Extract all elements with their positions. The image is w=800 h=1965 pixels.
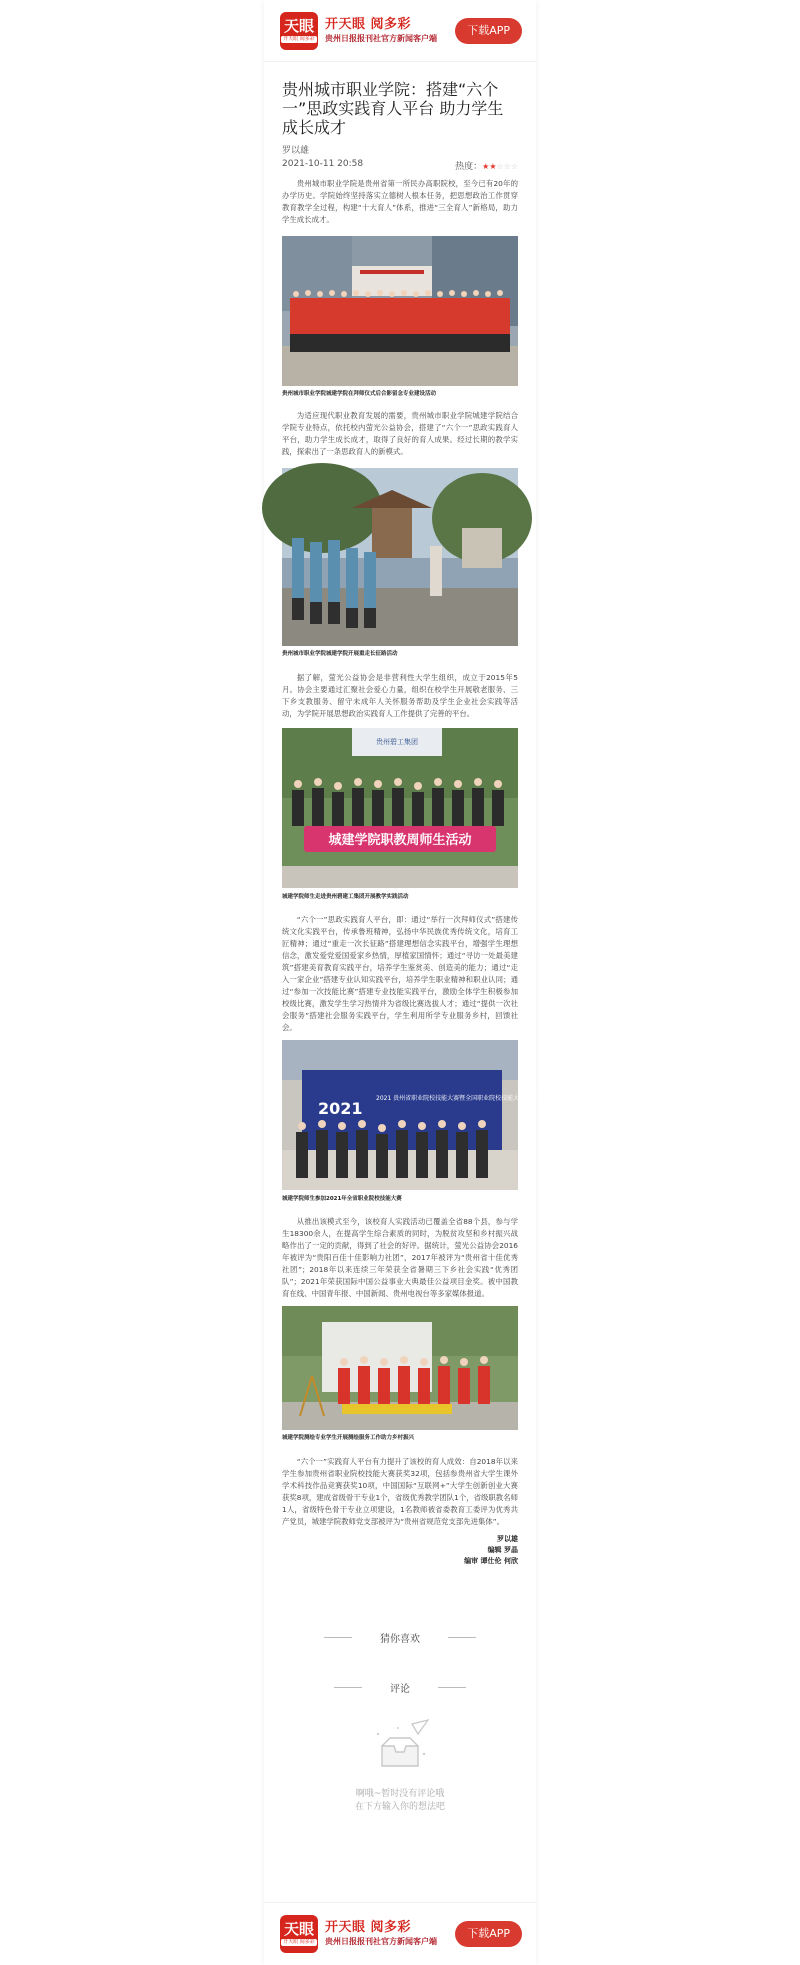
logo-main-text: 天眼: [283, 1920, 314, 1938]
empty-comments: [264, 1720, 536, 1814]
skills-contest-image: [282, 1040, 544, 1190]
comments-section-header: [264, 1680, 536, 1695]
article-paragraph: “六个一”思政实践育人平台，即：通过“举行一次拜师仪式”搭建传统文化实践平台，传承鲁班精神，弘扬中华民族优秀传统文化，培育工匠精神；通过“重走一次长征路”搭建理想信念实践平台，增强学生理想信念，激发爱党爱国爱家乡热情，厚植家国情怀；通过“寻访一处最美建筑”搭建美育教育实践平台，培养学生鉴赏美、创造美的能力；通过“走入一家企业”搭建专业认知实践平台，培养学生职业精神和职业认同；通过“参加一次技能比赛”搭建专业技能实践平台，激励全体学生积极参加校级比赛，激发学生学习热情并为省级比赛选拔人才；通过“提供一次社会服务”搭建社会服务实践平台，学生利用所学专业服务乡村，回馈社会。: [282, 915, 518, 1032]
article-signature: [282, 1534, 518, 1567]
photo-caption: 城建学院测绘专业学生开展测绘服务工作助力乡村振兴: [282, 1435, 415, 1441]
star-icon: ☆: [503, 162, 511, 171]
slogan-sub: 贵州日报报刊社官方新闻客户端: [325, 33, 437, 43]
memorial-visit-image: [282, 468, 518, 646]
heat-rating: [455, 159, 518, 172]
comments-title: 评论: [390, 1684, 410, 1695]
logo-sub-text: 开天眼 阅多彩: [283, 1939, 315, 1945]
article-photo: [282, 236, 518, 386]
heat-label: 热度：: [455, 162, 483, 172]
empty-line-2: 在下方输入你的想法吧: [354, 1802, 445, 1812]
logo-sub-text: 开天眼 阅多彩: [283, 36, 315, 42]
group-photo-image: [282, 236, 518, 386]
photo-banner-text: 城建学院职教周师生活动: [328, 833, 472, 848]
article-photo: [282, 1040, 544, 1190]
app-download-banner-top[interactable]: [264, 0, 536, 62]
empty-line-1: 啊哦~暂时没有评论哦: [355, 1789, 445, 1799]
photo-sign-text: 贵州碧工集团: [376, 738, 418, 746]
download-app-button[interactable]: 下载APP: [455, 1921, 522, 1947]
divider-left: [324, 1637, 352, 1638]
slogan-main: 开天眼 阅多彩: [325, 1919, 412, 1935]
star-icon: ★: [482, 162, 490, 171]
app-download-banner-bottom[interactable]: [264, 1902, 536, 1964]
download-app-button[interactable]: 下载APP: [455, 18, 522, 44]
signature-reviewer: 编审 谭仕伦 何欣: [464, 1557, 518, 1565]
signature-editor: 编辑 罗晶: [487, 1546, 518, 1554]
article-datetime: 2021-10-11 20:58: [282, 159, 364, 169]
survey-service-image: [282, 1306, 518, 1430]
article-title: 贵州城市职业学院：搭建“六个一”思政实践育人平台 助力学生成长成才: [282, 80, 504, 137]
star-icon: ☆: [510, 162, 518, 171]
article-photo: [282, 1306, 518, 1430]
logo-main-text: 天眼: [283, 17, 314, 35]
divider-right: [438, 1687, 466, 1688]
divider-right: [448, 1637, 476, 1638]
recommend-title: 猜你喜欢: [380, 1634, 420, 1645]
star-icon: ☆: [496, 162, 504, 171]
article-photo: [282, 728, 518, 888]
photo-caption: 贵州城市职业学院城建学院开展重走长征路活动: [282, 651, 398, 657]
company-visit-image: [282, 728, 518, 888]
slogan-sub: 贵州日报报刊社官方新闻客户端: [325, 1936, 437, 1946]
slogan-main: 开天眼 阅多彩: [325, 16, 412, 32]
star-icon: ★: [489, 162, 497, 171]
article-paragraph: “六个一”实践育人平台有力提升了该校的育人成效：自2018年以来学生参加贵州省职业院校技能大赛获奖32项，包括参贵州省大学生课外学术科技作品竞赛获奖10项，中国国际“互联网+”大学生创新创业大赛获奖8项，建成省级骨干专业1个，省级优秀教学团队1个，省级职教名师1人，省级特色骨干专业立项建设，1名教师被省委教育工委评为优秀共产党员，城建学院教师党支部被评为“贵州省规范党支部先进集体”。: [282, 1457, 518, 1526]
divider-left: [334, 1687, 362, 1688]
photo-contest-text: 2021 贵州省职业院校技能大赛暨全国职业院校技能大赛选拔赛: [376, 1095, 544, 1102]
article-paragraph: 贵州城市职业学院是贵州省第一所民办高职院校，至今已有20年的办学历史。学院始终坚持落实立德树人根本任务，把思想政治工作贯穿教育教学全过程，构建“十大育人”体系，推进“三全育人”新格局，助力学生成长成才。: [282, 179, 518, 224]
empty-inbox-icon: [368, 1720, 432, 1776]
banner-slogan: [325, 17, 437, 45]
article-paragraph: 据了解，萤光公益协会是非营利性大学生组织，成立于2015年5月。协会主要通过汇聚社会爱心力量，组织在校学生开展敬老服务、三下乡支教服务、留守未成年人关怀服务帮助及学生企业社会实践等活动，为学院开展思想政治实践育人工作提供了完善的平台。: [282, 673, 518, 718]
star-rating: [482, 162, 518, 172]
photo-caption: 城建学院师生参加2021年全省职业院校技能大赛: [282, 1196, 402, 1202]
photo-caption: 城建学院师生走进贵州碧建工集团开展教学实践活动: [282, 894, 409, 900]
article-photo: [282, 468, 518, 646]
article-paragraph: 为适应现代职业教育发展的需要，贵州城市职业学院城建学院结合学院专业特点，依托校内萤光公益协会，搭建了“六个一”思政实践育人平台，助力学生成长成才，取得了良好的育人成果。经过长期的教学实践，探索出了一条思政育人的新模式。: [282, 411, 518, 456]
article: [282, 80, 518, 172]
article-meta: [282, 159, 518, 172]
tianyan-logo-icon: [280, 12, 318, 50]
tianyan-logo-icon: [280, 1915, 318, 1953]
signature-author: 罗以雄: [497, 1535, 518, 1543]
banner-slogan: [325, 1920, 437, 1948]
recommend-section-header: [264, 1630, 536, 1645]
empty-comments-text: [264, 1788, 536, 1814]
svg-text:2021: 2021: [318, 1099, 363, 1118]
photo-caption: 贵州城市职业学院城建学院在拜师仪式后合影留念专业建设活动: [282, 391, 437, 397]
article-author: 罗以雄: [282, 146, 310, 156]
article-paragraph: 从推出该模式至今，该校育人实践活动已覆盖全省88个县，参与学生18300余人，在提高学生综合素质的同时，为脱贫攻坚和乡村振兴战略作出了一定的贡献，得到了社会的好评。据统计，萤光公益协会2016年被评为“贵阳百佳十佳影响力社团”，2017年被评为“贵州省十佳优秀社团”；2018年以来连续三年荣获全省暑期三下乡社会实践“优秀团队”；2021年荣获国际中国公益事业大典最佳公益项目金奖。被中国教育在线、中国青年报、中国新闻、贵州电视台等多家媒体报道。: [282, 1217, 518, 1298]
